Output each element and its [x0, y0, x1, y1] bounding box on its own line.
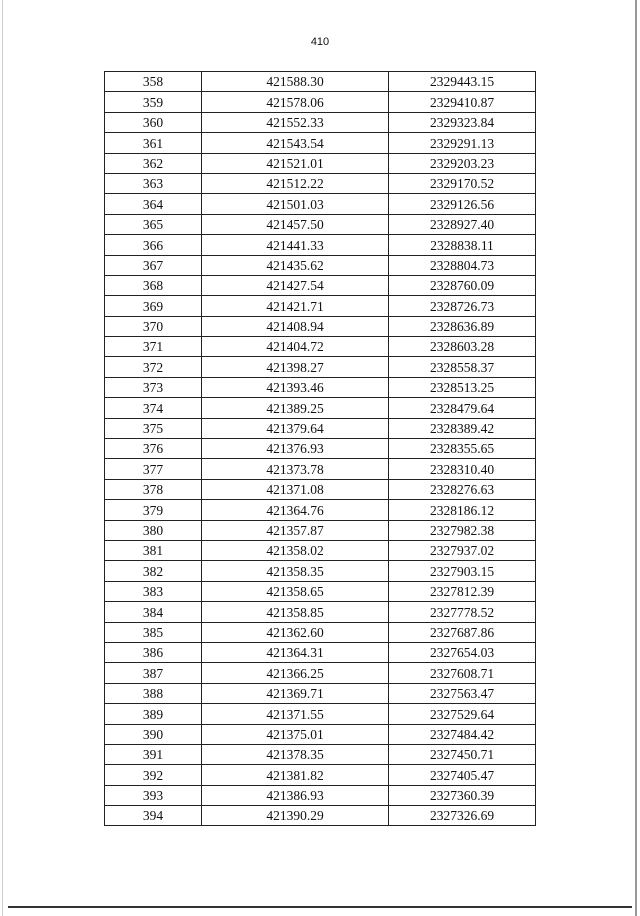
- page-number: 410: [310, 36, 330, 48]
- northing-cell: 2328603.28: [389, 337, 536, 357]
- northing-cell: 2328558.37: [389, 357, 536, 377]
- easting-cell: 421421.71: [202, 296, 389, 316]
- easting-cell: 421366.25: [202, 663, 389, 683]
- easting-cell: 421379.64: [202, 418, 389, 438]
- northing-cell: 2328760.09: [389, 275, 536, 295]
- point-number-cell: 367: [105, 255, 202, 275]
- point-number-cell: 384: [105, 602, 202, 622]
- table-row: [105, 112, 536, 132]
- table-row: [105, 479, 536, 499]
- point-number-cell: 364: [105, 194, 202, 214]
- easting-cell: 421501.03: [202, 194, 389, 214]
- table-row: [105, 459, 536, 479]
- northing-cell: 2327405.47: [389, 765, 536, 785]
- point-number-cell: 366: [105, 235, 202, 255]
- point-number-cell: 392: [105, 765, 202, 785]
- point-number-cell: 361: [105, 133, 202, 153]
- easting-cell: 421376.93: [202, 439, 389, 459]
- point-number-cell: 375: [105, 418, 202, 438]
- table-row: [105, 683, 536, 703]
- table-row: [105, 214, 536, 234]
- table-row: [105, 235, 536, 255]
- easting-cell: 421578.06: [202, 92, 389, 112]
- table-row: [105, 500, 536, 520]
- northing-cell: 2327812.39: [389, 581, 536, 601]
- northing-cell: 2329170.52: [389, 173, 536, 193]
- coordinate-table-body: [105, 72, 536, 826]
- northing-cell: 2328479.64: [389, 398, 536, 418]
- northing-cell: 2328636.89: [389, 316, 536, 336]
- table-row: [105, 418, 536, 438]
- northing-cell: 2328276.63: [389, 479, 536, 499]
- table-row: [105, 337, 536, 357]
- table-row: [105, 724, 536, 744]
- table-row: [105, 540, 536, 560]
- table-row: [105, 806, 536, 826]
- easting-cell: 421393.46: [202, 377, 389, 397]
- table-row: [105, 765, 536, 785]
- table-row: [105, 785, 536, 805]
- point-number-cell: 359: [105, 92, 202, 112]
- table-row: [105, 275, 536, 295]
- point-number-cell: 365: [105, 214, 202, 234]
- easting-cell: 421378.35: [202, 744, 389, 764]
- table-row: [105, 663, 536, 683]
- easting-cell: 421381.82: [202, 765, 389, 785]
- table-row: [105, 642, 536, 662]
- easting-cell: 421358.65: [202, 581, 389, 601]
- page-edge-right: [635, 0, 637, 916]
- northing-cell: 2328389.42: [389, 418, 536, 438]
- point-number-cell: 360: [105, 112, 202, 132]
- table-row: [105, 581, 536, 601]
- table-row: [105, 72, 536, 92]
- point-number-cell: 388: [105, 683, 202, 703]
- table-row: [105, 398, 536, 418]
- northing-cell: 2328186.12: [389, 500, 536, 520]
- point-number-cell: 376: [105, 439, 202, 459]
- easting-cell: 421371.55: [202, 704, 389, 724]
- easting-cell: 421371.08: [202, 479, 389, 499]
- easting-cell: 421358.85: [202, 602, 389, 622]
- table-row: [105, 357, 536, 377]
- point-number-cell: 386: [105, 642, 202, 662]
- point-number-cell: 390: [105, 724, 202, 744]
- point-number-cell: 372: [105, 357, 202, 377]
- point-number-cell: 371: [105, 337, 202, 357]
- coordinate-table-container: [104, 71, 532, 826]
- easting-cell: 421358.02: [202, 540, 389, 560]
- northing-cell: 2327687.86: [389, 622, 536, 642]
- northing-cell: 2328726.73: [389, 296, 536, 316]
- table-row: [105, 92, 536, 112]
- easting-cell: 421552.33: [202, 112, 389, 132]
- point-number-cell: 374: [105, 398, 202, 418]
- northing-cell: 2328310.40: [389, 459, 536, 479]
- northing-cell: 2328355.65: [389, 439, 536, 459]
- northing-cell: 2327982.38: [389, 520, 536, 540]
- easting-cell: 421588.30: [202, 72, 389, 92]
- easting-cell: 421362.60: [202, 622, 389, 642]
- table-row: [105, 704, 536, 724]
- easting-cell: 421441.33: [202, 235, 389, 255]
- northing-cell: 2328838.11: [389, 235, 536, 255]
- easting-cell: 421364.31: [202, 642, 389, 662]
- table-row: [105, 255, 536, 275]
- table-row: [105, 561, 536, 581]
- bottom-rule: [8, 906, 632, 908]
- point-number-cell: 381: [105, 540, 202, 560]
- point-number-cell: 382: [105, 561, 202, 581]
- northing-cell: 2327778.52: [389, 602, 536, 622]
- northing-cell: 2328927.40: [389, 214, 536, 234]
- point-number-cell: 379: [105, 500, 202, 520]
- table-row: [105, 133, 536, 153]
- easting-cell: 421408.94: [202, 316, 389, 336]
- point-number-cell: 383: [105, 581, 202, 601]
- point-number-cell: 393: [105, 785, 202, 805]
- coordinate-table: [104, 71, 536, 826]
- easting-cell: 421404.72: [202, 337, 389, 357]
- northing-cell: 2327608.71: [389, 663, 536, 683]
- northing-cell: 2327654.03: [389, 642, 536, 662]
- northing-cell: 2327903.15: [389, 561, 536, 581]
- easting-cell: 421369.71: [202, 683, 389, 703]
- table-row: [105, 173, 536, 193]
- easting-cell: 421543.54: [202, 133, 389, 153]
- northing-cell: 2329323.84: [389, 112, 536, 132]
- northing-cell: 2328513.25: [389, 377, 536, 397]
- northing-cell: 2329291.13: [389, 133, 536, 153]
- northing-cell: 2327484.42: [389, 724, 536, 744]
- easting-cell: 421373.78: [202, 459, 389, 479]
- easting-cell: 421357.87: [202, 520, 389, 540]
- easting-cell: 421386.93: [202, 785, 389, 805]
- easting-cell: 421398.27: [202, 357, 389, 377]
- table-row: [105, 602, 536, 622]
- point-number-cell: 363: [105, 173, 202, 193]
- point-number-cell: 391: [105, 744, 202, 764]
- easting-cell: 421358.35: [202, 561, 389, 581]
- point-number-cell: 389: [105, 704, 202, 724]
- easting-cell: 421457.50: [202, 214, 389, 234]
- table-row: [105, 439, 536, 459]
- point-number-cell: 368: [105, 275, 202, 295]
- easting-cell: 421389.25: [202, 398, 389, 418]
- point-number-cell: 362: [105, 153, 202, 173]
- easting-cell: 421521.01: [202, 153, 389, 173]
- northing-cell: 2327529.64: [389, 704, 536, 724]
- northing-cell: 2327450.71: [389, 744, 536, 764]
- northing-cell: 2328804.73: [389, 255, 536, 275]
- point-number-cell: 373: [105, 377, 202, 397]
- point-number-cell: 387: [105, 663, 202, 683]
- point-number-cell: 377: [105, 459, 202, 479]
- table-row: [105, 316, 536, 336]
- point-number-cell: 369: [105, 296, 202, 316]
- point-number-cell: 385: [105, 622, 202, 642]
- point-number-cell: 378: [105, 479, 202, 499]
- northing-cell: 2327563.47: [389, 683, 536, 703]
- point-number-cell: 358: [105, 72, 202, 92]
- point-number-cell: 380: [105, 520, 202, 540]
- easting-cell: 421512.22: [202, 173, 389, 193]
- table-row: [105, 622, 536, 642]
- northing-cell: 2329203.23: [389, 153, 536, 173]
- point-number-cell: 370: [105, 316, 202, 336]
- easting-cell: 421435.62: [202, 255, 389, 275]
- table-row: [105, 377, 536, 397]
- table-row: [105, 744, 536, 764]
- page-edge-left: [2, 0, 3, 916]
- easting-cell: 421427.54: [202, 275, 389, 295]
- point-number-cell: 394: [105, 806, 202, 826]
- northing-cell: 2327360.39: [389, 785, 536, 805]
- easting-cell: 421390.29: [202, 806, 389, 826]
- northing-cell: 2327326.69: [389, 806, 536, 826]
- easting-cell: 421364.76: [202, 500, 389, 520]
- northing-cell: 2329443.15: [389, 72, 536, 92]
- northing-cell: 2329126.56: [389, 194, 536, 214]
- northing-cell: 2327937.02: [389, 540, 536, 560]
- northing-cell: 2329410.87: [389, 92, 536, 112]
- easting-cell: 421375.01: [202, 724, 389, 744]
- table-row: [105, 520, 536, 540]
- table-row: [105, 194, 536, 214]
- table-row: [105, 296, 536, 316]
- table-row: [105, 153, 536, 173]
